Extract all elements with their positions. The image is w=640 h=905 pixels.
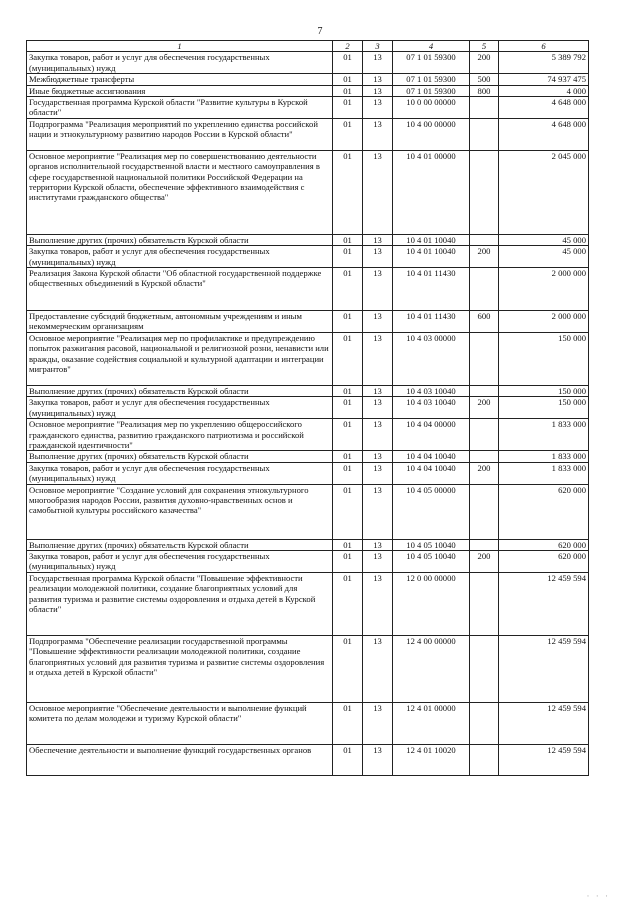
amount-cell: 620 000 — [499, 484, 589, 539]
expense-type-cell: 200 — [470, 246, 499, 268]
target-article-cell: 10 4 03 00000 — [393, 332, 470, 385]
table-row — [27, 550, 589, 572]
table-row — [27, 572, 589, 635]
amount-cell: 4 648 000 — [499, 97, 589, 119]
amount-cell: 45 000 — [499, 246, 589, 268]
subsection-code-cell: 13 — [363, 635, 393, 702]
target-article-cell: 12 4 01 10020 — [393, 744, 470, 775]
section-code-cell: 01 — [333, 311, 363, 333]
table-row — [27, 419, 589, 451]
table-row — [27, 74, 589, 85]
expense-type-cell — [470, 539, 499, 550]
table-row — [27, 311, 589, 333]
section-code-cell: 01 — [333, 550, 363, 572]
target-article-cell: 10 4 05 00000 — [393, 484, 470, 539]
amount-cell: 2 000 000 — [499, 311, 589, 333]
subsection-code-cell: 13 — [363, 52, 393, 74]
expense-type-cell — [470, 118, 499, 150]
subsection-code-cell: 13 — [363, 118, 393, 150]
amount-cell: 12 459 594 — [499, 572, 589, 635]
table-row — [27, 246, 589, 268]
expense-type-cell — [470, 268, 499, 311]
target-article-cell: 10 4 01 11430 — [393, 268, 470, 311]
amount-cell: 2 000 000 — [499, 268, 589, 311]
subsection-code-cell: 13 — [363, 385, 393, 396]
table-row — [27, 702, 589, 744]
table-row — [27, 397, 589, 419]
section-code-cell: 01 — [333, 397, 363, 419]
target-article-cell: 10 4 03 10040 — [393, 385, 470, 396]
subsection-code-cell: 13 — [363, 234, 393, 245]
target-article-cell: 10 0 00 00000 — [393, 97, 470, 119]
expense-type-cell — [470, 419, 499, 451]
subsection-code-cell: 13 — [363, 246, 393, 268]
amount-cell: 12 459 594 — [499, 635, 589, 702]
target-article-cell: 10 4 03 10040 — [393, 397, 470, 419]
row-name-cell: Выполнение других (прочих) обязательств Курской области — [27, 385, 333, 396]
expense-type-cell: 200 — [470, 397, 499, 419]
target-article-cell: 07 1 01 59300 — [393, 74, 470, 85]
subsection-code-cell: 13 — [363, 332, 393, 385]
table-row — [27, 268, 589, 311]
row-name-cell: Подпрограмма "Обеспечение реализации государственной программы "Повышение эффективности реализации молодежной политики, создание благоприятных условий для развития туризма и развитие системы оздоровления и отдыха детей в Курской области" — [27, 635, 333, 702]
table-row — [27, 118, 589, 150]
table-row — [27, 539, 589, 550]
expense-type-cell: 600 — [470, 311, 499, 333]
amount-cell: 620 000 — [499, 539, 589, 550]
target-article-cell: 07 1 01 59300 — [393, 85, 470, 96]
section-code-cell: 01 — [333, 539, 363, 550]
scan-artifact: · · · — [586, 891, 610, 901]
subsection-code-cell: 13 — [363, 550, 393, 572]
column-number-row — [27, 41, 589, 52]
table-row — [27, 150, 589, 234]
row-name-cell: Реализация Закона Курской области "Об областной государственной поддержке общественных объединений в Курской области" — [27, 268, 333, 311]
column-header-5: 5 — [470, 41, 499, 52]
row-name-cell: Иные бюджетные ассигнования — [27, 85, 333, 96]
expense-type-cell — [470, 332, 499, 385]
table-row — [27, 744, 589, 775]
amount-cell: 150 000 — [499, 397, 589, 419]
column-header-1: 1 — [27, 41, 333, 52]
target-article-cell: 07 1 01 59300 — [393, 52, 470, 74]
expense-type-cell: 200 — [470, 52, 499, 74]
page-number: 7 — [317, 26, 323, 37]
table-row — [27, 635, 589, 702]
section-code-cell: 01 — [333, 635, 363, 702]
row-name-cell: Предоставление субсидий бюджетным, автономным учреждениям и иным некоммерческим организациям — [27, 311, 333, 333]
row-name-cell: Закупка товаров, работ и услуг для обеспечения государственных (муниципальных) нужд — [27, 462, 333, 484]
expense-type-cell — [470, 97, 499, 119]
amount-cell: 2 045 000 — [499, 150, 589, 234]
subsection-code-cell: 13 — [363, 150, 393, 234]
expense-type-cell — [470, 150, 499, 234]
subsection-code-cell: 13 — [363, 744, 393, 775]
table-row — [27, 385, 589, 396]
subsection-code-cell: 13 — [363, 74, 393, 85]
amount-cell: 620 000 — [499, 550, 589, 572]
column-header-3: 3 — [363, 41, 393, 52]
amount-cell: 12 459 594 — [499, 702, 589, 744]
expense-type-cell — [470, 451, 499, 462]
subsection-code-cell: 13 — [363, 268, 393, 311]
expense-type-cell — [470, 234, 499, 245]
row-name-cell: Закупка товаров, работ и услуг для обеспечения государственных (муниципальных) нужд — [27, 397, 333, 419]
target-article-cell: 10 4 05 10040 — [393, 539, 470, 550]
subsection-code-cell: 13 — [363, 462, 393, 484]
budget-table — [26, 40, 589, 776]
amount-cell: 5 389 792 — [499, 52, 589, 74]
expense-type-cell: 500 — [470, 74, 499, 85]
expense-type-cell — [470, 385, 499, 396]
amount-cell: 1 833 000 — [499, 451, 589, 462]
target-article-cell: 10 4 01 10040 — [393, 246, 470, 268]
amount-cell: 1 833 000 — [499, 419, 589, 451]
target-article-cell: 12 4 01 00000 — [393, 702, 470, 744]
expense-type-cell: 200 — [470, 462, 499, 484]
row-name-cell: Выполнение других (прочих) обязательств Курской области — [27, 234, 333, 245]
subsection-code-cell: 13 — [363, 85, 393, 96]
expense-type-cell — [470, 635, 499, 702]
expense-type-cell — [470, 744, 499, 775]
expense-type-cell — [470, 484, 499, 539]
section-code-cell: 01 — [333, 419, 363, 451]
amount-cell: 1 833 000 — [499, 462, 589, 484]
section-code-cell: 01 — [333, 234, 363, 245]
target-article-cell: 10 4 01 00000 — [393, 150, 470, 234]
subsection-code-cell: 13 — [363, 484, 393, 539]
row-name-cell: Выполнение других (прочих) обязательств Курской области — [27, 451, 333, 462]
amount-cell: 150 000 — [499, 385, 589, 396]
target-article-cell: 10 4 04 00000 — [393, 419, 470, 451]
section-code-cell: 01 — [333, 385, 363, 396]
row-name-cell: Межбюджетные трансферты — [27, 74, 333, 85]
target-article-cell: 10 4 04 10040 — [393, 451, 470, 462]
subsection-code-cell: 13 — [363, 419, 393, 451]
column-header-6: 6 — [499, 41, 589, 52]
amount-cell: 4 648 000 — [499, 118, 589, 150]
amount-cell: 45 000 — [499, 234, 589, 245]
section-code-cell: 01 — [333, 462, 363, 484]
subsection-code-cell: 13 — [363, 311, 393, 333]
section-code-cell: 01 — [333, 332, 363, 385]
section-code-cell: 01 — [333, 484, 363, 539]
column-header-4: 4 — [393, 41, 470, 52]
row-name-cell: Закупка товаров, работ и услуг для обеспечения государственных (муниципальных) нужд — [27, 52, 333, 74]
amount-cell: 150 000 — [499, 332, 589, 385]
table-row — [27, 484, 589, 539]
subsection-code-cell: 13 — [363, 451, 393, 462]
row-name-cell: Основное мероприятие "Реализация мер по укреплению общероссийского гражданского единства, развитию гражданского патриотизма и российской гражданской идентичности" — [27, 419, 333, 451]
expense-type-cell: 200 — [470, 550, 499, 572]
target-article-cell: 12 0 00 00000 — [393, 572, 470, 635]
target-article-cell: 12 4 00 00000 — [393, 635, 470, 702]
expense-type-cell — [470, 572, 499, 635]
row-name-cell: Закупка товаров, работ и услуг для обеспечения государственных (муниципальных) нужд — [27, 550, 333, 572]
table-row — [27, 451, 589, 462]
target-article-cell: 10 4 05 10040 — [393, 550, 470, 572]
row-name-cell: Основное мероприятие "Реализация мер по совершенствованию деятельности органов исполнительной государственной власти и местного самоуправления в сфере государственной национальной политики Российской Федерации на территории Курской области, обеспечение эффективного взаимодействия с институтами гражданского общества" — [27, 150, 333, 234]
amount-cell: 74 937 475 — [499, 74, 589, 85]
subsection-code-cell: 13 — [363, 97, 393, 119]
section-code-cell: 01 — [333, 74, 363, 85]
section-code-cell: 01 — [333, 150, 363, 234]
row-name-cell: Закупка товаров, работ и услуг для обеспечения государственных (муниципальных) нужд — [27, 246, 333, 268]
row-name-cell: Выполнение других (прочих) обязательств Курской области — [27, 539, 333, 550]
section-code-cell: 01 — [333, 572, 363, 635]
section-code-cell: 01 — [333, 246, 363, 268]
row-name-cell: Основное мероприятие "Обеспечение деятельности и выполнение функций комитета по делам молодежи и туризму Курской области" — [27, 702, 333, 744]
amount-cell: 4 000 — [499, 85, 589, 96]
section-code-cell: 01 — [333, 744, 363, 775]
section-code-cell: 01 — [333, 702, 363, 744]
table-row — [27, 234, 589, 245]
target-article-cell: 10 4 01 11430 — [393, 311, 470, 333]
row-name-cell: Подпрограмма "Реализация мероприятий по укреплению единства российской нации и этнокультурному развитию народов России в Курской области" — [27, 118, 333, 150]
table-row — [27, 52, 589, 74]
subsection-code-cell: 13 — [363, 539, 393, 550]
table-row — [27, 97, 589, 119]
column-header-2: 2 — [333, 41, 363, 52]
row-name-cell: Основное мероприятие "Создание условий для сохранения этнокультурного многообразия народов России, развития духовно-нравственных основ и самобытной культуры российского казачества" — [27, 484, 333, 539]
section-code-cell: 01 — [333, 52, 363, 74]
expense-type-cell — [470, 702, 499, 744]
row-name-cell: Государственная программа Курской области "Повышение эффективности реализации молодежной политики, создание благоприятных условий для развития туризма и развитие системы оздоровления и отдыха детей в Курской области" — [27, 572, 333, 635]
table-row — [27, 332, 589, 385]
subsection-code-cell: 13 — [363, 702, 393, 744]
row-name-cell: Государственная программа Курской области "Развитие культуры в Курской области" — [27, 97, 333, 119]
table-row — [27, 462, 589, 484]
section-code-cell: 01 — [333, 118, 363, 150]
section-code-cell: 01 — [333, 451, 363, 462]
section-code-cell: 01 — [333, 268, 363, 311]
target-article-cell: 10 4 01 10040 — [393, 234, 470, 245]
target-article-cell: 10 4 04 10040 — [393, 462, 470, 484]
expense-type-cell: 800 — [470, 85, 499, 96]
amount-cell: 12 459 594 — [499, 744, 589, 775]
section-code-cell: 01 — [333, 97, 363, 119]
table-row — [27, 85, 589, 96]
subsection-code-cell: 13 — [363, 397, 393, 419]
target-article-cell: 10 4 00 00000 — [393, 118, 470, 150]
row-name-cell: Основное мероприятие "Реализация мер по профилактике и предупреждению попыток разжигания расовой, национальной и религиозной розни, ненависти или вражды, оказание содействия социальной и культурной адаптации и интеграции мигрантов" — [27, 332, 333, 385]
subsection-code-cell: 13 — [363, 572, 393, 635]
row-name-cell: Обеспечение деятельности и выполнение функций государственных органов — [27, 744, 333, 775]
section-code-cell: 01 — [333, 85, 363, 96]
